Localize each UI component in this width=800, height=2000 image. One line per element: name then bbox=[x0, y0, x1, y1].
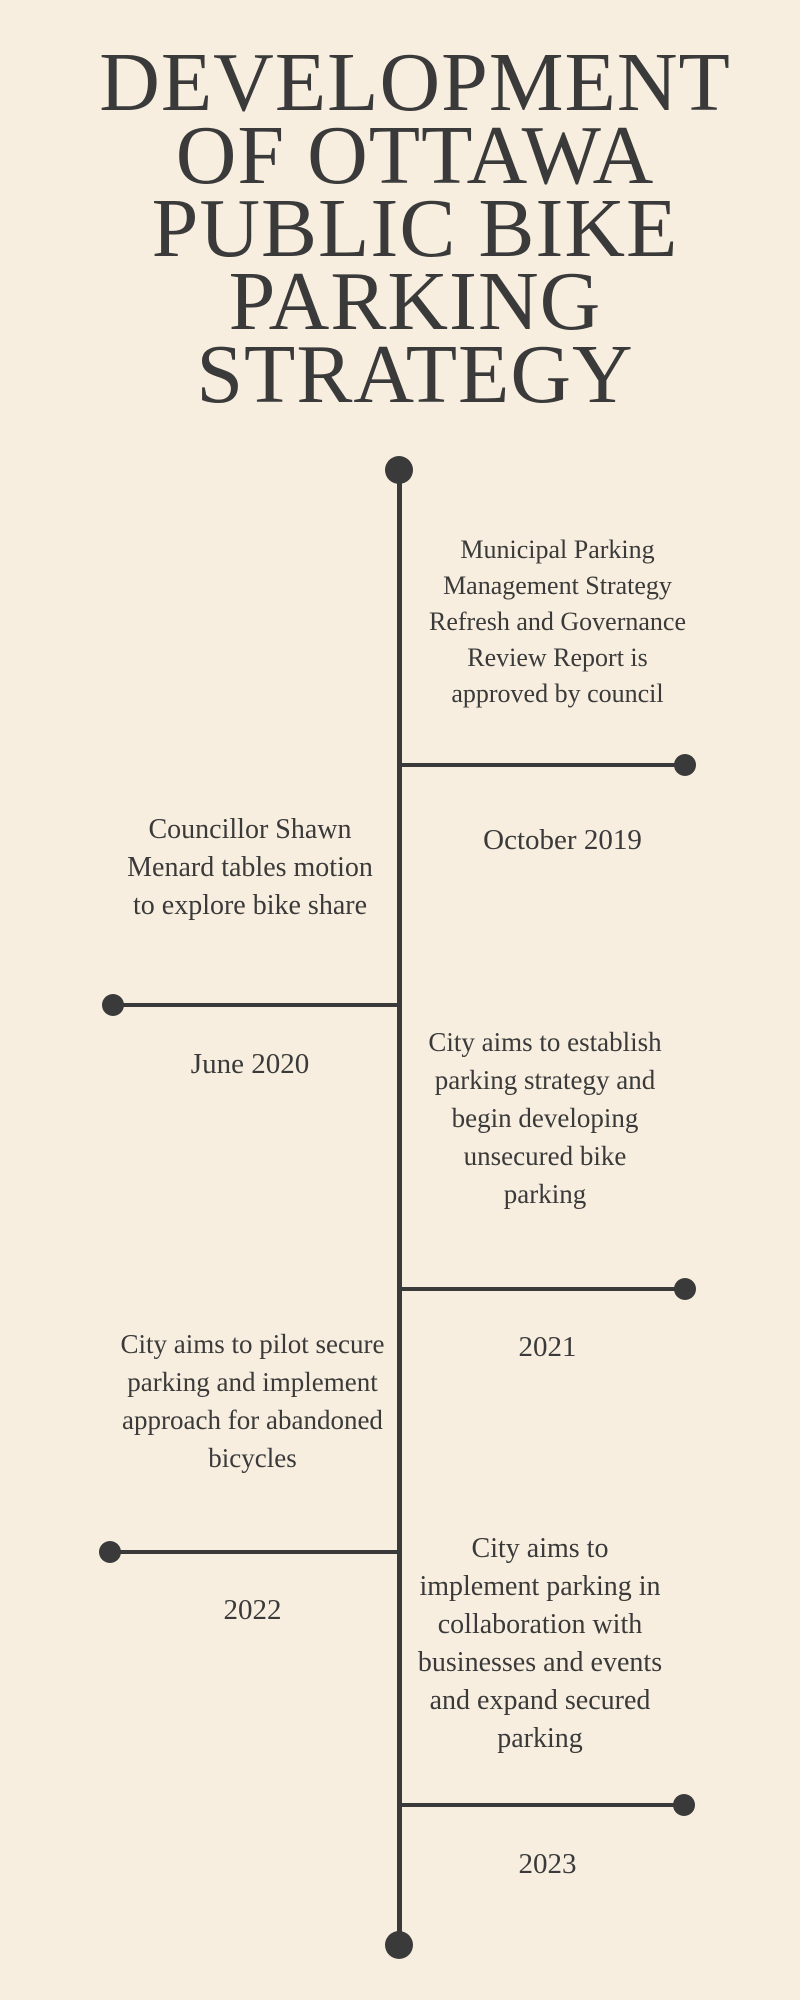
event-description: City aims to establish parking strategy and begin developing unsecured bike parking bbox=[428, 1027, 662, 1209]
event-connector bbox=[400, 1287, 685, 1291]
event-description: Councillor Shawn Menard tables motion to explore bike share bbox=[127, 814, 373, 921]
event-connector bbox=[400, 763, 685, 767]
timeline-spine bbox=[397, 470, 402, 1945]
event-description: City aims to implement parking in collaboration with businesses and events and expand secured parking bbox=[417, 1533, 663, 1754]
event-connector bbox=[112, 1003, 400, 1007]
event-date: 2021 bbox=[518, 1331, 577, 1363]
event-connector bbox=[400, 1803, 685, 1807]
event-dot bbox=[102, 994, 124, 1016]
event-dot bbox=[674, 1278, 696, 1300]
page-title: DEVELOPMENT OF OTTAWA PUBLIC BIKE PARKING STRATEGY bbox=[99, 36, 731, 421]
event-date: 2023 bbox=[518, 1848, 577, 1880]
event-description: Municipal Parking Management Strategy Refresh and Governance Review Report is approved by council bbox=[429, 535, 686, 708]
event-description: City aims to pilot secure parking and implement approach for abandoned bicycles bbox=[120, 1329, 385, 1473]
timeline-end-dot bbox=[385, 1931, 413, 1959]
event-date: 2022 bbox=[223, 1594, 282, 1626]
event-connector bbox=[110, 1550, 400, 1554]
event-dot bbox=[99, 1541, 121, 1563]
event-date: October 2019 bbox=[483, 824, 642, 856]
event-dot bbox=[673, 1794, 695, 1816]
event-dot bbox=[674, 754, 696, 776]
timeline-start-dot bbox=[385, 456, 413, 484]
event-date: June 2020 bbox=[190, 1048, 310, 1080]
